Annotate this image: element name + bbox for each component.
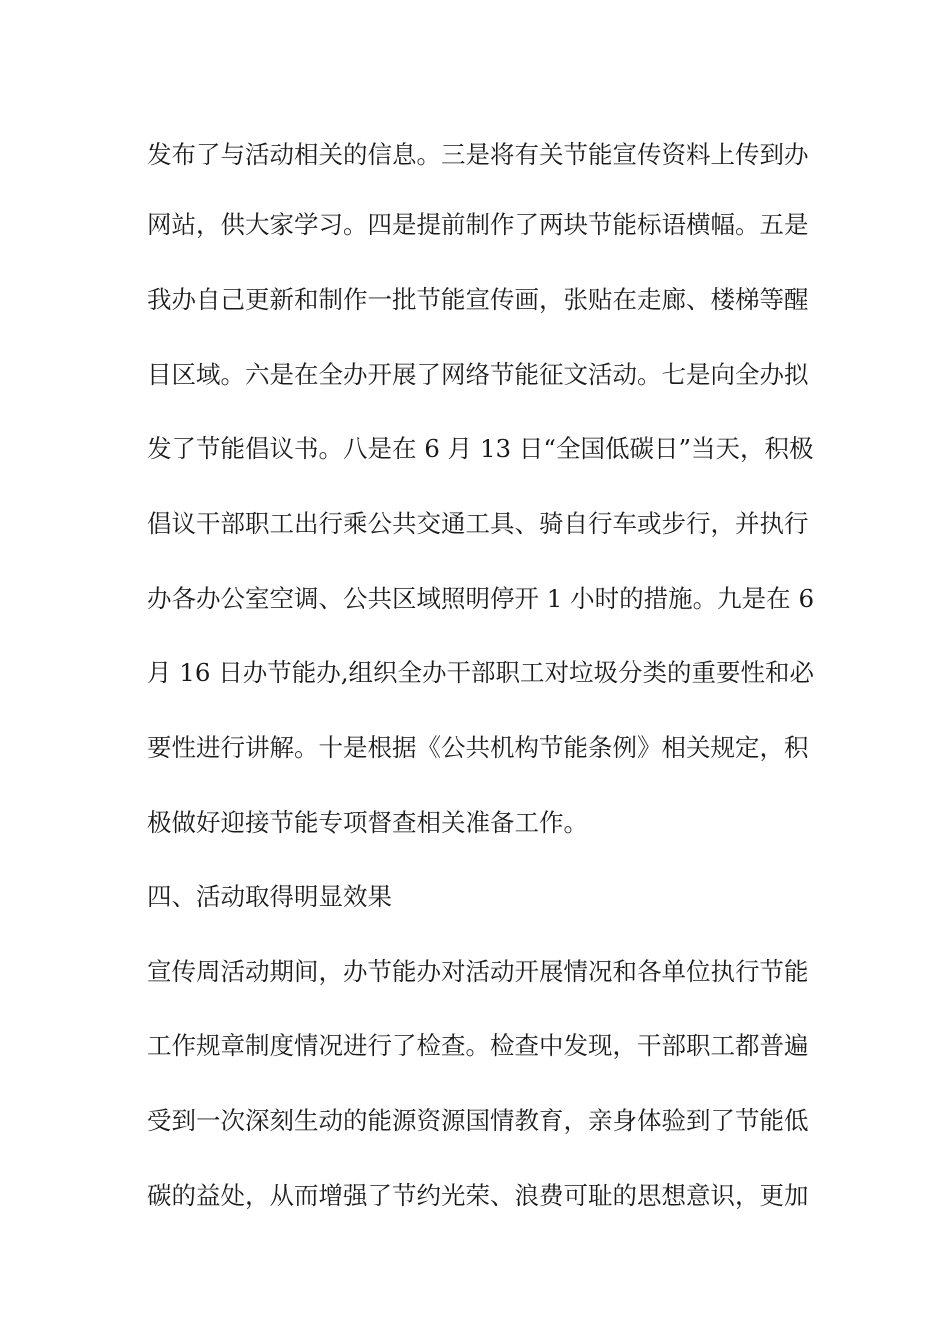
body-line: 宣传周活动期间，办节能办对活动开展情况和各单位执行节能 xyxy=(147,957,809,986)
body-line: 受到一次深刻生动的能源资源国情教育，亲身体验到了节能低 xyxy=(147,1106,809,1135)
body-line: 工作规章制度情况进行了检查。检查中发现，干部职工都普遍 xyxy=(147,1031,809,1060)
body-line: 目区域。六是在全办开展了网络节能征文活动。七是向全办拟 xyxy=(147,360,809,389)
body-line: 极做好迎接节能专项督查相关准备工作。 xyxy=(147,808,588,837)
body-line: 月 16 日办节能办,组织全办干部职工对垃圾分类的重要性和必 xyxy=(147,658,815,687)
body-line: 办各办公室空调、公共区域照明停开 1 小时的措施。九是在 6 xyxy=(147,584,815,613)
body-line: 碳的益处，从而增强了节约光荣、浪费可耻的思想意识，更加 xyxy=(147,1181,809,1210)
body-line: 发了节能倡议书。八是在 6 月 13 日“全国低碳日”当天，积极 xyxy=(147,434,814,463)
body-line: 要性进行讲解。十是根据《公共机构节能条例》相关规定，积 xyxy=(147,733,809,762)
body-line: 发布了与活动相关的信息。三是将有关节能宣传资料上传到办 xyxy=(147,140,809,169)
body-line: 我办自己更新和制作一批节能宣传画，张贴在走廊、楼梯等醒 xyxy=(147,285,809,314)
section-heading: 四、活动取得明显效果 xyxy=(147,882,392,911)
body-line: 网站，供大家学习。四是提前制作了两块节能标语横幅。五是 xyxy=(147,210,809,239)
body-line: 倡议干部职工出行乘公共交通工具、骑自行车或步行，并执行 xyxy=(147,509,809,538)
